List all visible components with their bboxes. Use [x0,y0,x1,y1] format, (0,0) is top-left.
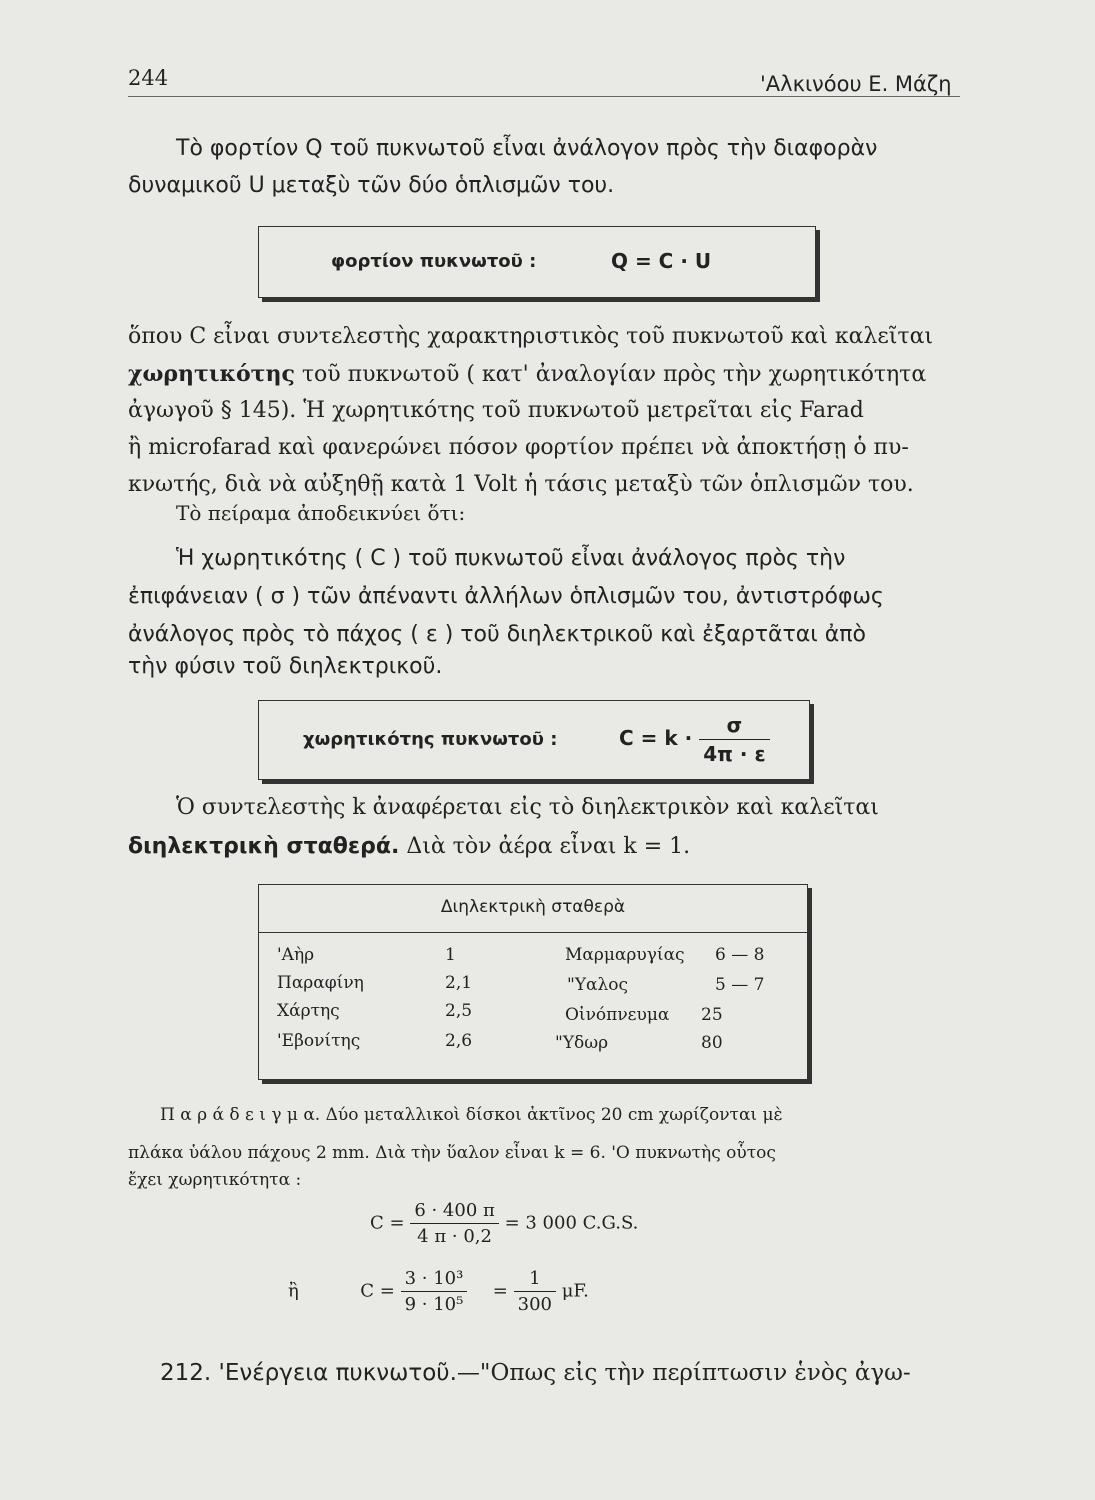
table-cell-value: 1 [445,945,456,965]
capacitance-term: χωρητικότης [128,361,295,387]
intro-line-1: Τὸ φορτίον Q τοῦ πυκνωτοῦ εἶναι ἀνάλογον πρὸς τὴν διαφορὰν [176,136,878,161]
page-number: 244 [128,66,169,90]
charge-formula-label: φορτίον πυκνωτοῦ : [331,251,537,272]
example-line-3: ἔχει χωρητικότητα : [128,1170,302,1190]
formula-numerator: σ [699,713,769,740]
para2-line-2-rest: τοῦ πυκνωτοῦ ( κατ' ἀναλογίαν πρὸς τὴν χωρητικότητα [294,362,927,387]
table-cell-name: 'Αὴρ [277,945,315,965]
table-rule [259,932,807,933]
para2-line-2 [128,363,926,386]
table-cell-value: 2,5 [445,1001,473,1021]
table-cell-value: 5 — 7 [715,975,765,995]
eq2-fraction-1 [401,1268,468,1315]
capacitance-formula-label: χωρητικότης πυκνωτοῦ : [303,729,558,750]
eq2-denominator-2: 300 [517,1294,552,1315]
eq2-denominator: 9 · 10⁵ [404,1294,464,1315]
eq2-numerator-2: 1 [514,1268,556,1292]
table-cell-value: 6 — 8 [715,945,765,965]
table-cell-value: 25 [701,1005,723,1025]
example-line-1: Π α ρ ά δ ε ι γ μ α. Δύο μεταλλικοὶ δίσκοι ἀκτῖνος 20 cm χωρίζονται μὲ [160,1105,783,1125]
para2-line-1: ὅπου C εἶναι συντελεστὴς χαρακτηριστικὸς τοῦ πυκνωτοῦ καὶ καλεῖται [128,324,934,349]
para2-line-6: Τὸ πείραμα ἀποδεικνύει ὅτι: [176,501,466,525]
formula-lhs: C = k · [619,726,693,750]
para2-line-4: ἢ microfarad καὶ φανερώνει πόσον φορτίον πρέπει νὰ ἀποκτήσῃ ὁ πυ- [128,435,909,460]
formula-denominator: 4π · ε [703,742,766,766]
table-cell-value: 80 [701,1033,723,1053]
table-cell-name: 'Εβονίτης [277,1031,361,1051]
table-cell-name: Παραφίνη [277,973,364,993]
eq2-prefix: ἢ [288,1280,299,1302]
table-cell-name: Χάρτης [277,1001,340,1021]
table-title: Διηλεκτρικὴ σταθερὰ [440,897,626,917]
eq2-fraction-2 [514,1268,556,1315]
table-cell-value: 2,6 [445,1031,473,1051]
eq2-numerator: 3 · 10³ [401,1268,468,1292]
section-text: —"Οπως εἰς τὴν περίπτωσιν ἑνὸς ἀγω- [456,1360,911,1386]
eq2-unit: μF. [561,1280,589,1302]
law-line-4: τὴν φύσιν τοῦ διηλεκτρικοῦ. [128,654,443,679]
para3-line-2-rest: Διὰ τὸν ἀέρα εἶναι k = 1. [399,834,691,859]
eq2-lhs: C = [360,1280,395,1302]
eq1-denominator: 4 π · 0,2 [417,1226,492,1247]
section-heading-line [160,1362,911,1385]
charge-formula-box [258,226,816,298]
eq1-rhs: = 3 000 C.G.S. [504,1212,639,1234]
capacitance-formula [619,713,770,766]
table-cell-value: 2,1 [445,973,473,993]
eq1-numerator: 6 · 400 π [410,1200,499,1224]
formula-fraction [699,713,769,766]
section-number: 212. [160,1360,212,1386]
dielectric-table [258,884,808,1080]
para3-line-1: Ὁ συντελεστὴς k ἀναφέρεται εἰς τὸ διηλεκτρικὸν καὶ καλεῖται [176,795,879,820]
para3-line-2 [128,836,690,858]
law-line-1: Ἡ χωρητικότης ( C ) τοῦ πυκνωτοῦ εἶναι ἀνάλογος πρὸς τὴν [176,546,846,571]
table-cell-name: Μαρμαρυγίας [565,945,685,965]
eq2-equals: = [492,1280,508,1302]
header-rule [128,96,960,97]
running-title: 'Αλκινόου Ε. Μάζη [760,72,952,96]
table-cell-name: Οἰνόπνευμα [565,1005,670,1025]
para2-line-5: κνωτής, διὰ νὰ αὐξηθῇ κατὰ 1 Volt ἡ τάσις μεταξὺ τῶν ὁπλισμῶν του. [128,472,914,497]
example-line-2: πλάκα ὑάλου πάχους 2 mm. Διὰ τὴν ὕαλον εἶναι k = 6. 'Ο πυκνωτὴς οὗτος [128,1143,776,1163]
eq1-lhs: C = [370,1212,405,1234]
capacitance-formula-box [258,700,810,780]
intro-line-2: δυναμικοῦ U μεταξὺ τῶν δύο ὁπλισμῶν του. [128,173,615,198]
example-equation-2 [288,1268,589,1315]
charge-formula: Q = C · U [611,249,712,273]
eq1-fraction [410,1200,499,1247]
section-heading: 'Ενέργεια πυκνωτοῦ. [218,1360,457,1386]
law-line-3: ἀνάλογος πρὸς τὸ πάχος ( ε ) τοῦ διηλεκτρικοῦ καὶ ἐξαρτᾶται ἀπὸ [128,622,866,647]
dielectric-constant-term: διηλεκτρικὴ σταθερά. [128,834,400,859]
para2-line-3: ἀγωγοῦ § 145). Ἡ χωρητικότης τοῦ πυκνωτοῦ μετρεῖται εἰς Farad [128,398,864,423]
table-cell-name: "Υαλος [567,975,629,995]
law-line-2: ἐπιφάνειαν ( σ ) τῶν ἀπέναντι ἀλλήλων ὁπλισμῶν του, ἀντιστρόφως [128,584,884,609]
example-equation-1 [370,1200,638,1247]
table-cell-name: "Υδωρ [555,1033,609,1053]
